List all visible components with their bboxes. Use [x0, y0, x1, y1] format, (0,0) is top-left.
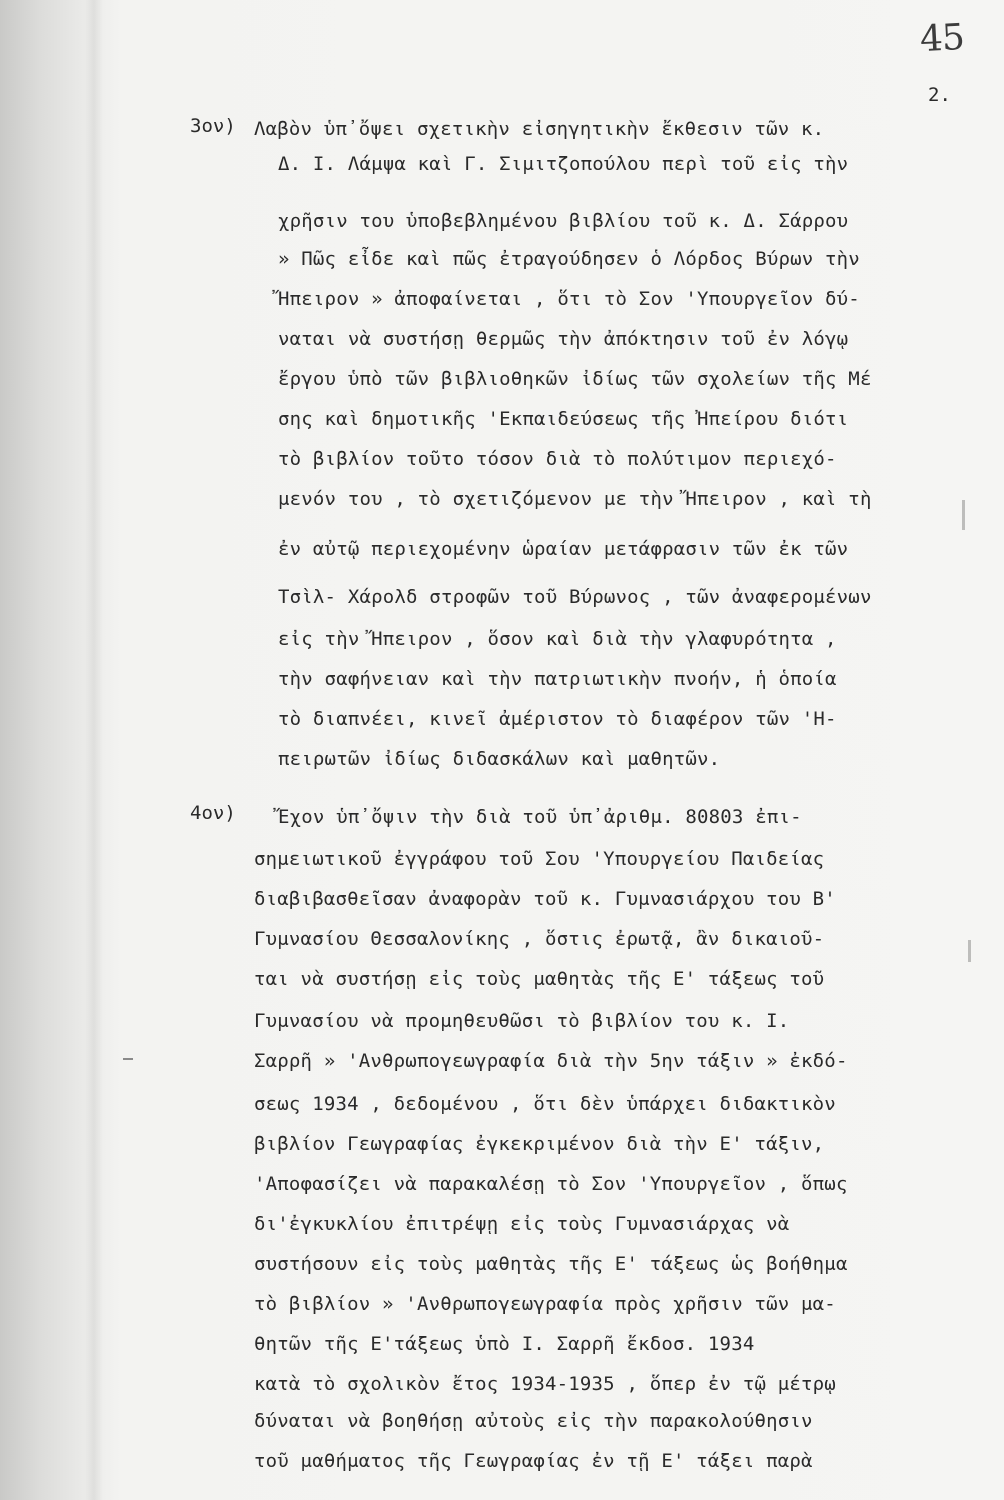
text-line: ἔργου ὑπὸ τῶν βιβλιοθηκῶν ἰδίως τῶν σχολείων τῆς Μέ	[278, 368, 872, 390]
text-line: ναται νὰ συστήσῃ θερμῶς τὴν ἀπόκτησιν τοῦ ἐν λόγῳ	[278, 328, 849, 350]
text-line: τοῦ μαθήματος τῆς Γεωγραφίας ἐν τῇ Ε' τάξει παρὰ	[254, 1450, 813, 1472]
text-line: Ἤπειρον » ἀποφαίνεται , ὅτι τὸ Σον 'Υπουργεῖον δύ-	[278, 288, 860, 310]
bleed-mark	[962, 500, 965, 530]
paragraph-number: 4ον)	[190, 802, 236, 824]
text-line: τὸ βιβλίον τοῦτο τόσον διὰ τὸ πολύτιμον περιεχό-	[278, 448, 837, 470]
text-line: » Πῶς εἶδε καὶ πῶς ἐτραγούδησεν ὁ Λόρδος Βύρων τὴν	[278, 248, 860, 270]
text-line: σεως 1934 , δεδομένου , ὅτι δὲν ὑπάρχει διδακτικὸν	[254, 1093, 836, 1115]
paragraph-number: 3ον)	[190, 115, 236, 137]
text-line: συστήσουν εἰς τοὺς μαθητὰς τῆς Ε' τάξεως ὡς βοήθημα	[254, 1253, 848, 1275]
text-line: θητῶν τῆς Ε'τάξεως ὑπὸ Ι. Σαρρῆ ἔκδοσ. 1934	[254, 1333, 755, 1355]
text-line: 'Αποφασίζει νὰ παρακαλέσῃ τὸ Σον 'Υπουργεῖον , ὅπως	[254, 1173, 848, 1195]
text-line: εἰς τὴν Ἤπειρον , ὅσον καὶ διὰ τὴν γλαφυρότητα ,	[278, 628, 837, 650]
text-line: βιβλίον Γεωγραφίας ἐγκεκριμένον διὰ τὴν Ε' τάξιν,	[254, 1133, 825, 1155]
text-line: τὸ διαπνέει, κινεῖ ἀμέριστον τὸ διαφέρον τῶν 'Η-	[278, 708, 837, 730]
binding-shadow	[85, 0, 103, 1500]
text-line: σημειωτικοῦ ἐγγράφου τοῦ Σου 'Υπουργείου Παιδείας	[254, 848, 825, 870]
text-line: κατὰ τὸ σχολικὸν ἔτος 1934-1935 , ὅπερ ἐν τῷ μέτρῳ	[254, 1373, 836, 1395]
text-line: Ἔχον ὑπ᾽ὄψιν τὴν διὰ τοῦ ὑπ᾽ἀριθμ. 80803 ἐπι-	[278, 806, 802, 828]
margin-mark	[123, 1058, 133, 1060]
text-line: διαβιβασθεῖσαν ἀναφορὰν τοῦ κ. Γυμνασιάρχου του Β'	[254, 888, 836, 910]
folio-number: 45	[918, 16, 965, 61]
text-line: πειρωτῶν ἰδίως διδασκάλων καὶ μαθητῶν.	[278, 748, 721, 770]
text-line: Λαβὸν ὑπ᾽ὄψει σχετικὴν εἰσηγητικὴν ἔκθεσιν τῶν κ.	[254, 118, 825, 140]
text-line: Δ. Ι. Λάμψα καὶ Γ. Σιμιτζοπούλου περὶ τοῦ εἰς τὴν	[278, 153, 849, 175]
text-line: Τσὶλ- Χάρολδ στροφῶν τοῦ Βύρωνος , τῶν ἀναφερομένων	[278, 586, 872, 608]
page-number: 2.	[928, 84, 951, 106]
text-line: χρῆσιν του ὑποβεβλημένου βιβλίου τοῦ κ. Δ. Σάρρου	[278, 210, 849, 232]
text-line: μενόν του , τὸ σχετιζόμενον με τὴν Ἤπειρον , καὶ τὴ	[278, 488, 872, 510]
text-line: τὴν σαφήνειαν καὶ τὴν πατριωτικὴν πνοήν, ἡ ὁποία	[278, 668, 837, 690]
text-line: Γυμνασίου Θεσσαλονίκης , ὅστις ἐρωτᾷ, ἂν δικαιοῦ-	[254, 928, 825, 950]
text-line: ἐν αὐτῷ περιεχομένην ὡραίαν μετάφρασιν τῶν ἐκ τῶν	[278, 538, 849, 560]
text-line: δι'ἐγκυκλίου ἐπιτρέψῃ εἰς τοὺς Γυμνασιάρχας νὰ	[254, 1213, 790, 1235]
text-line: τὸ βιβλίον » 'Ανθρωπογεωγραφία πρὸς χρῆσιν τῶν μα-	[254, 1293, 836, 1315]
text-line: σης καὶ δημοτικῆς 'Εκπαιδεύσεως τῆς Ἠπείρου διότι	[278, 408, 849, 430]
text-line: Γυμνασίου νὰ προμηθευθῶσι τὸ βιβλίον του κ. Ι.	[254, 1010, 790, 1032]
bleed-mark	[968, 940, 971, 962]
text-line: δύναται νὰ βοηθήσῃ αὐτοὺς εἰς τὴν παρακολούθησιν	[254, 1410, 813, 1432]
text-line: ται νὰ συστήσῃ εἰς τοὺς μαθητὰς τῆς Ε' τάξεως τοῦ	[254, 968, 825, 990]
text-line: Σαρρῆ » 'Ανθρωπογεωγραφία διὰ τὴν 5ην τάξιν » ἐκδό-	[254, 1050, 848, 1072]
